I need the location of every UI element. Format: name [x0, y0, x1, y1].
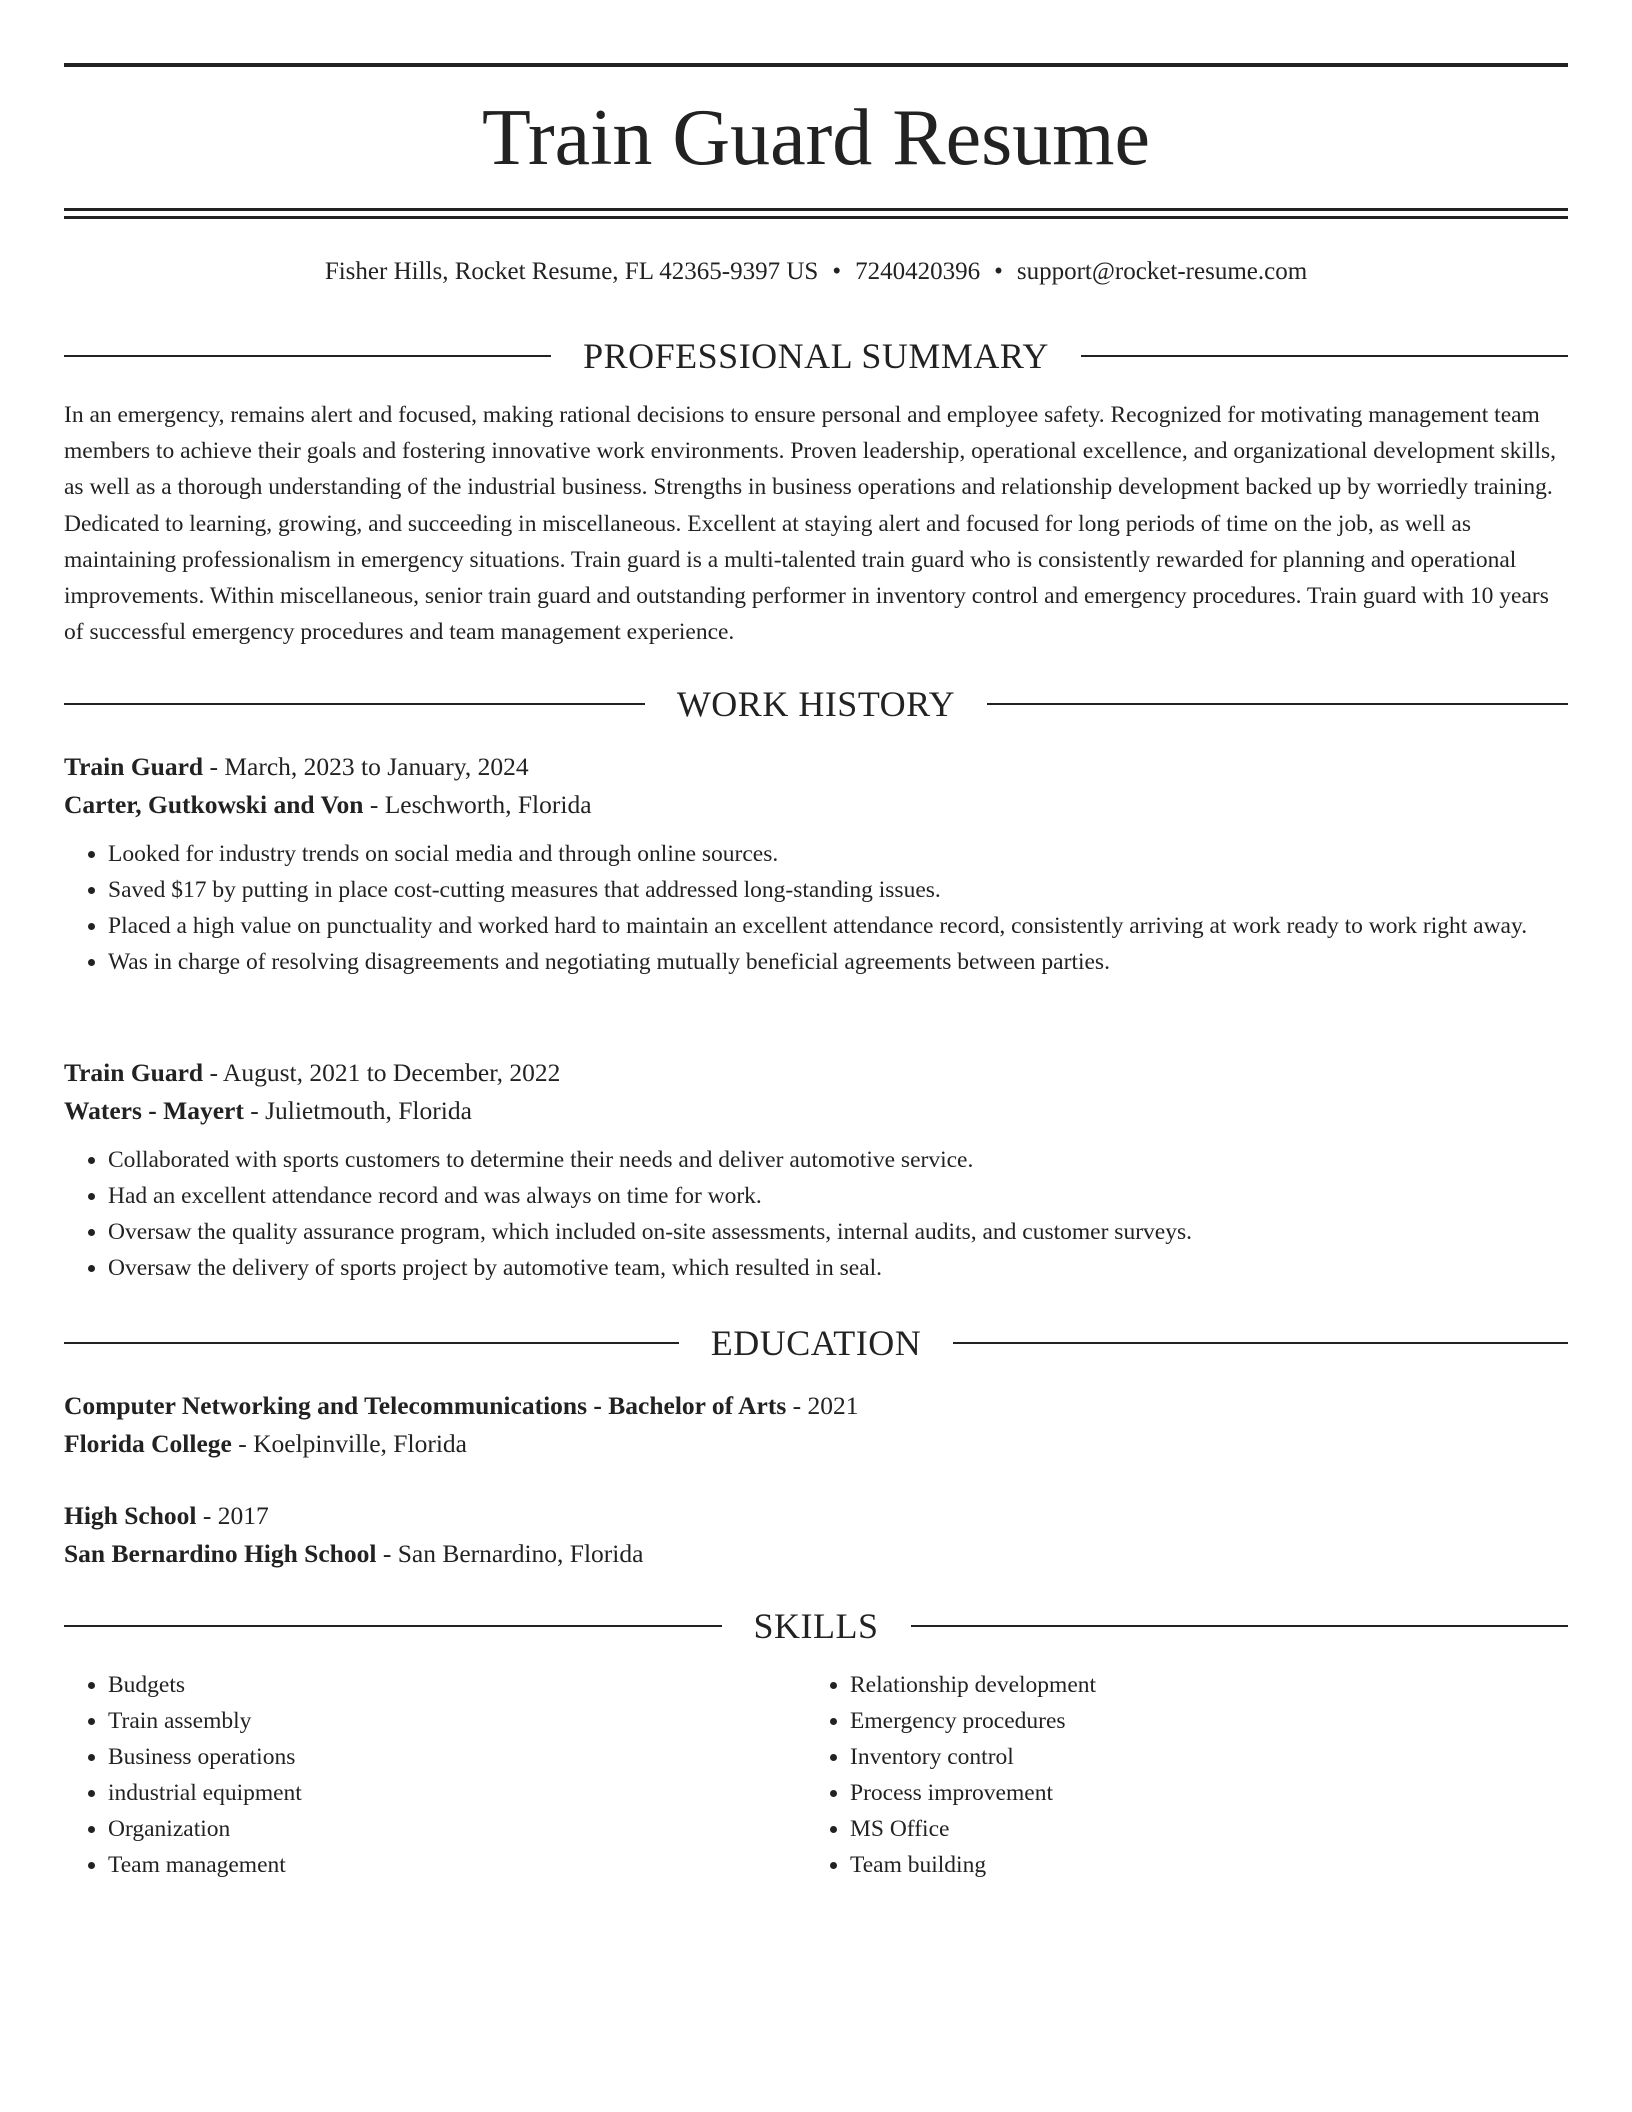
job-company-line	[64, 786, 1568, 824]
school: San Bernardino High School	[64, 1539, 377, 1568]
section-rule	[1081, 355, 1568, 357]
list-item: • Saved $17 by putting in place cost-cutting measures that addressed long-standing issues.	[108, 872, 1568, 908]
list-item: • Had an excellent attendance record and was always on time for work.	[108, 1178, 1568, 1214]
section-header-education	[64, 1321, 1568, 1365]
job-dates: - August, 2021 to December, 2022	[203, 1058, 561, 1087]
list-item: • Organization	[108, 1811, 806, 1847]
skills-column-right	[806, 1667, 1548, 1883]
list-item: • Inventory control	[850, 1739, 1548, 1775]
section-rule	[64, 1342, 679, 1344]
section-rule	[953, 1342, 1568, 1344]
degree: High School	[64, 1501, 197, 1530]
skills-grid	[64, 1667, 1568, 1883]
contact-separator: •	[832, 258, 842, 285]
degree: Computer Networking and Telecommunications - Bachelor of Arts	[64, 1391, 787, 1420]
top-rule	[64, 63, 1568, 67]
section-rule	[987, 703, 1568, 705]
job-company-line	[64, 1092, 1568, 1130]
job-bullets	[64, 1142, 1568, 1286]
school-line	[64, 1425, 1568, 1463]
section-rule	[911, 1625, 1569, 1627]
list-item: • Emergency procedures	[850, 1703, 1548, 1739]
job-company: Carter, Gutkowski and Von	[64, 790, 364, 819]
list-item: • Process improvement	[850, 1775, 1548, 1811]
contact-email: support@rocket-resume.com	[1016, 258, 1308, 285]
degree-year: - 2021	[786, 1391, 859, 1420]
job-bullets	[64, 836, 1568, 980]
school-location: - Koelpinville, Florida	[231, 1429, 467, 1458]
job-title-line	[64, 748, 1568, 786]
section-title: EDUCATION	[710, 1323, 922, 1363]
job-company: Waters - Mayert	[64, 1096, 244, 1125]
list-item: • Budgets	[108, 1667, 806, 1703]
page-title: Train Guard Resume	[481, 94, 1151, 182]
education-entry	[64, 1387, 1568, 1463]
section-rule	[64, 703, 645, 705]
list-item: • industrial equipment	[108, 1775, 806, 1811]
education-entry	[64, 1497, 1568, 1573]
section-header-summary	[64, 334, 1568, 378]
list-item: • MS Office	[850, 1811, 1548, 1847]
list-item: • Looked for industry trends on social media and through online sources.	[108, 836, 1568, 872]
section-title: WORK HISTORY	[676, 684, 956, 724]
list-item: • Team management	[108, 1847, 806, 1883]
title-rule-lower	[64, 216, 1568, 219]
summary-text: In an emergency, remains alert and focused, making rational decisions to ensure personal and employee safety. Recognized for motivating management team members to achieve their goals and fostering innovative work environments. Proven leadership, operational excellence, and organizational development skills, as well as a thorough understanding of the industrial business. Strengths in business operations and relationship development backed up by worriedly training. Dedicated to learning, growing, and succeeding in miscellaneous. Excellent at staying alert and focused for long periods of time on the job, as well as maintaining professionalism in emergency situations. Train guard is a multi-talented train guard who is consistently rewarded for planning and operational improvements. Within miscellaneous, senior train guard and outstanding performer in inventory control and emergency procedures. Train guard with 10 years of successful emergency procedures and team management experience.	[64, 402, 1557, 646]
school-location: - San Bernardino, Florida	[376, 1539, 644, 1568]
section-header-work	[64, 682, 1568, 726]
job-dates: - March, 2023 to January, 2024	[203, 752, 529, 781]
list-item: • Team building	[850, 1847, 1548, 1883]
degree-year: - 2017	[196, 1501, 269, 1530]
contact-address: Fisher Hills, Rocket Resume, FL 42365-9397 US	[324, 258, 819, 285]
work-entry	[64, 748, 1568, 980]
section-rule	[64, 1625, 722, 1627]
school: Florida College	[64, 1429, 232, 1458]
list-item: • Business operations	[108, 1739, 806, 1775]
contact-line	[64, 254, 1568, 290]
section-rule	[64, 355, 551, 357]
degree-line	[64, 1497, 1568, 1535]
job-title-line	[64, 1054, 1568, 1092]
list-item: • Oversaw the delivery of sports project by automotive team, which resulted in seal.	[108, 1250, 1568, 1286]
list-item: • Placed a high value on punctuality and worked hard to maintain an excellent attendance record, consistently arriving at work ready to work right away.	[108, 908, 1568, 944]
section-title: PROFESSIONAL SUMMARY	[583, 336, 1049, 376]
work-entry	[64, 1054, 1568, 1286]
school-line	[64, 1535, 1568, 1573]
job-location: - Julietmouth, Florida	[243, 1096, 472, 1125]
list-item: • Oversaw the quality assurance program, which included on-site assessments, internal audits, and customer surveys.	[108, 1214, 1568, 1250]
list-item: • Collaborated with sports customers to determine their needs and deliver automotive service.	[108, 1142, 1568, 1178]
degree-line	[64, 1387, 1568, 1425]
skills-column-left	[64, 1667, 806, 1883]
job-title: Train Guard	[64, 752, 204, 781]
list-item: • Was in charge of resolving disagreements and negotiating mutually beneficial agreements between parties.	[108, 944, 1568, 980]
list-item: • Relationship development	[850, 1667, 1548, 1703]
contact-phone: 7240420396	[855, 258, 981, 285]
job-title: Train Guard	[64, 1058, 204, 1087]
section-title: SKILLS	[753, 1606, 879, 1646]
title-rule-upper	[64, 208, 1568, 211]
job-location: - Leschworth, Florida	[363, 790, 592, 819]
list-item: • Train assembly	[108, 1703, 806, 1739]
contact-separator: •	[994, 258, 1003, 285]
section-header-skills	[64, 1604, 1568, 1648]
